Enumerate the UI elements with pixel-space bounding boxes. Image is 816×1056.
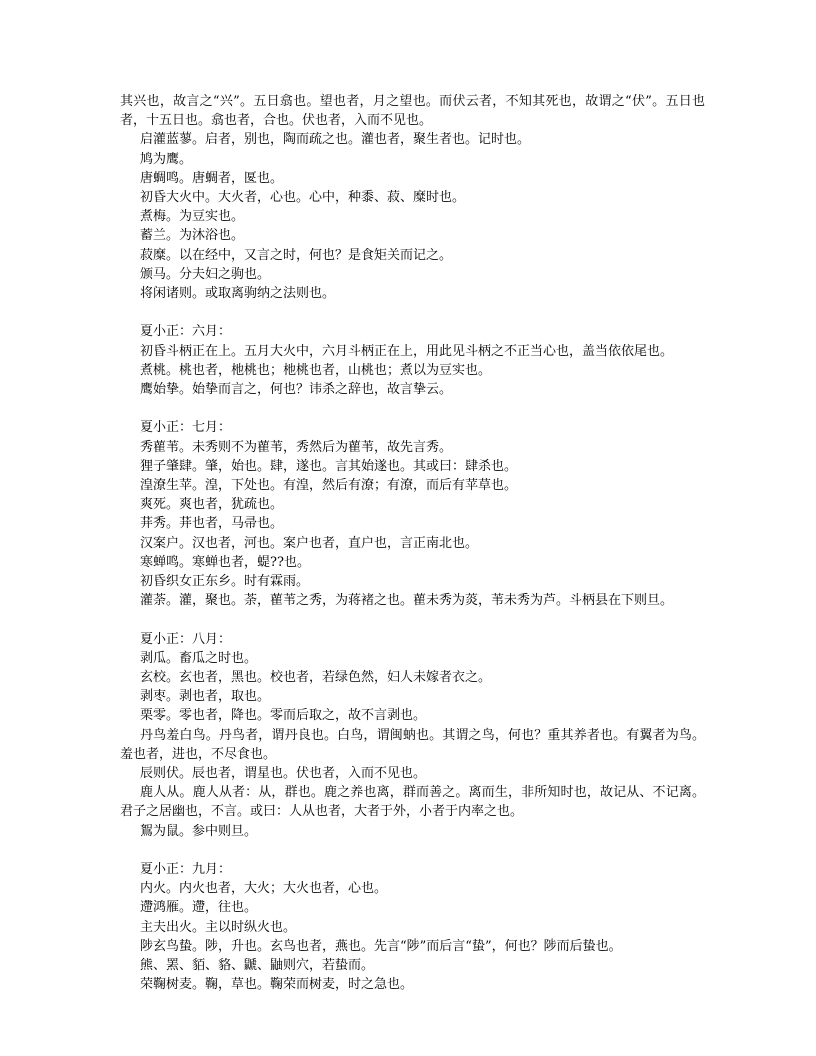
text-paragraph: 启灌蓝蓼。启者，别也，陶而疏之也。灌也者，聚生者也。记时也。 [140,132,531,148]
text-paragraph: 灌荼。灌，聚也。荼，雚苇之秀，为蒋褚之也。雚未秀为菼，苇未秀为芦。斗柄县在下则旦。 [140,593,674,609]
text-paragraph: 内火。内火也者，大火；大火也者，心也。 [140,881,388,897]
text-paragraph: 初昏斗柄正在上。五月大火中，六月斗柄正在上，用此见斗柄之不正当心也，盖当依依尾也。 [140,343,674,359]
text-paragraph: 鴽为鼠。参中则旦。 [140,823,258,839]
text-paragraph: 寒蝉鸣。寒蝉也者，蝭??也。 [140,554,310,570]
text-paragraph: 玄校。玄也者，黑也。校也者，若绿色然，妇人未嫁者衣之。 [140,670,492,686]
text-paragraph: 荣鞠树麦。鞠，草也。鞠荣而树麦，时之急也。 [140,977,414,993]
text-paragraph: 鹿人从。鹿人从者：从，群也。鹿之养也离，群而善之。离而生，非所知时也，故记从、不记离。君子之居幽也，不言。或曰：人从也者，大者于外，小者于内率之也。 [120,785,705,820]
text-paragraph: 主夫出火。主以时纵火也。 [140,919,297,935]
text-paragraph: 鸠为鹰。 [140,151,193,167]
text-paragraph: 初昏大火中。大火者，心也。心中，种黍、菽、糜时也。 [140,190,466,206]
text-paragraph: 狸子肇肆。肇，始也。肆，遂也。言其始遂也。其或曰：肆杀也。 [140,458,518,474]
section-spacer [120,303,705,322]
text-paragraph: 荓秀。荓也者，马帚也。 [140,516,284,532]
text-paragraph: 初昏织女正东乡。时有霖雨。 [140,574,310,590]
text-paragraph: 秀雚苇。未秀则不为雚苇，秀然后为雚苇，故先言秀。 [140,439,453,455]
text-paragraph: 剥枣。剥也者，取也。 [140,689,271,705]
text-paragraph: 煮桃。桃也者，杝桃也；杝桃也者，山桃也；煮以为豆实也。 [140,362,492,378]
text-paragraph: 陟玄鸟蛰。陟，升也。玄鸟也者，燕也。先言“陟”而后言“蛰”，何也？陟而后蛰也。 [140,938,622,954]
text-paragraph: 爽死。爽也者，犹疏也。 [140,497,284,513]
text-paragraph: 菽糜。以在经中，又言之时，何也？是食矩关而记之。 [140,247,453,263]
text-paragraph: 汉案户。汉也者，河也。案户也者，直户也，言正南北也。 [140,535,479,551]
text-paragraph: 其兴也，故言之“兴”。五日翕也。望也者，月之望也。而伏云者，不知其死也，故谓之“伏”。五日也者，十五日也。翕也者，合也。伏也者，入而不见也。 [120,94,705,129]
text-paragraph: 丹鸟羞白鸟。丹鸟者，谓丹良也。白鸟，谓闽蚋也。其谓之鸟，何也？重其养者也。有翼者为鸟。羞也者，进也，不尽食也。 [120,727,705,762]
section-spacer [120,399,705,418]
text-paragraph: 鹰始挚。始挚而言之，何也？讳杀之辞也，故言挚云。 [140,382,453,398]
section-heading: 夏小正：六月： [140,324,232,340]
text-paragraph: 辰则伏。辰也者，谓星也。伏也者，入而不见也。 [140,766,427,782]
section-heading: 夏小正：八月： [140,631,232,647]
section-heading: 夏小正：七月： [140,420,232,436]
section-heading: 夏小正：九月： [140,862,232,878]
text-paragraph: 煮梅。为豆实也。 [140,209,245,225]
section-spacer [120,610,705,629]
text-paragraph: 湟潦生苹。湟，下处也。有湟，然后有潦；有潦，而后有苹草也。 [140,478,518,494]
text-paragraph: 熊、罴、貊、貉、鼶、鼬则穴，若蛰而。 [140,958,375,974]
text-paragraph: 唐蜩鸣。唐蜩者，匽也。 [140,170,284,186]
text-paragraph: 剥瓜。畜瓜之时也。 [140,650,258,666]
document-body [120,92,705,994]
text-paragraph: 颁马。分夫妇之驹也。 [140,266,271,282]
text-paragraph: 遰鸿雁。遰，往也。 [140,900,258,916]
text-paragraph: 蓄兰。为沐浴也。 [140,228,245,244]
text-paragraph: 栗零。零也者，降也。零而后取之，故不言剥也。 [140,708,427,724]
text-paragraph: 将闲诸则。或取离驹纳之法则也。 [140,286,336,302]
section-spacer [120,841,705,860]
